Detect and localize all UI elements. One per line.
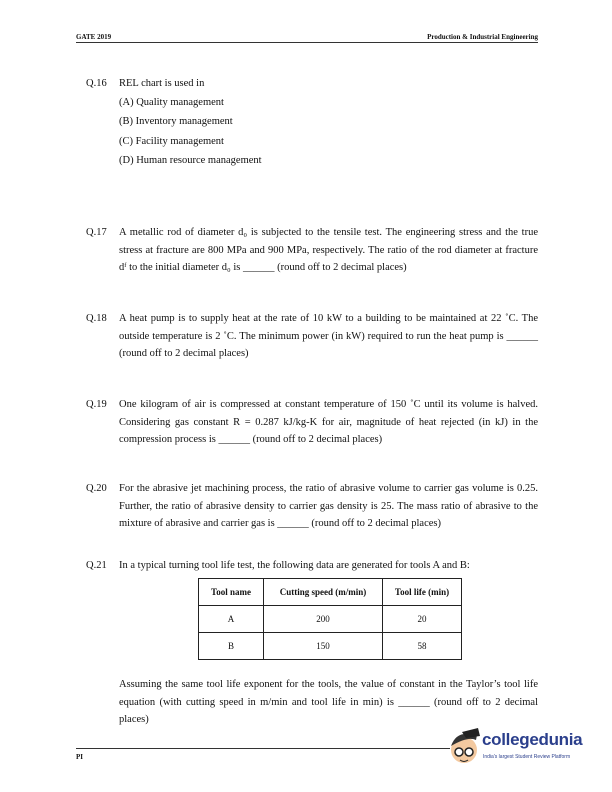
option-d: (D) Human resource management (119, 155, 262, 166)
option-a: (A) Quality management (119, 96, 224, 108)
header-divider (76, 42, 538, 43)
question-21 (86, 557, 538, 575)
question-number: Q.17 (86, 227, 107, 238)
question-number: Q.21 (86, 560, 107, 571)
question-16 (86, 75, 538, 171)
logo-tagline: India's largest Student Review Platform (483, 754, 571, 760)
tool-life-table (198, 578, 462, 660)
question-21-continued (86, 676, 538, 729)
question-text: A metallic rod of diameter d₀ is subjected to the tensile test. The engineering stress and the true stress at fracture are 800 MPa and 900 MPa, respectively. The ratio of the rod diameter at fracture dᶠ to the initial diameter d₀ is ______ (round off to 2 decimal places) (119, 227, 538, 273)
table-cell: 20 (383, 606, 462, 633)
option-c: (C) Facility management (119, 135, 224, 147)
table-header: Tool life (min) (383, 579, 462, 606)
header-exam: GATE 2019 (76, 33, 112, 41)
table-row (199, 633, 462, 660)
question-text: REL chart is used in (119, 78, 205, 89)
table-cell: 200 (264, 606, 383, 633)
mascot-icon (448, 724, 482, 770)
question-number: Q.19 (86, 399, 107, 410)
question-18 (86, 310, 538, 363)
footer-divider (76, 748, 450, 749)
question-text: For the abrasive jet machining process, the ratio of abrasive volume to carrier gas volume is 0.25. Further, the ratio of abrasive density to carrier gas density is 25. The mass ratio of abrasive to the mixture of abrasive and carrier gas is ______ (round off to 2 decimal places) (119, 483, 538, 529)
option-b: (B) Inventory management (119, 116, 233, 127)
question-19 (86, 396, 538, 449)
question-20 (86, 480, 538, 533)
table-cell: 58 (383, 633, 462, 660)
table-row (199, 606, 462, 633)
question-number: Q.18 (86, 313, 107, 324)
table-cell: 150 (264, 633, 383, 660)
question-text: One kilogram of air is compressed at constant temperature of 150 ˚C until its volume is halved. Considering gas constant R = 0.287 kJ/kg-K for air, magnitude of heat rejected (in kJ) in the compression process is ______ (round off to 2 decimal places) (119, 399, 538, 445)
logo-wordmark: collegedunia (482, 730, 583, 749)
table-header-row (199, 579, 462, 606)
question-text: A heat pump is to supply heat at the rate of 10 kW to a building to be maintained at 22 ˚C. The outside temperature is 2 ˚C. The minimum power (in kW) required to run the heat pump is ______ (round off to 2 decimal places) (119, 313, 538, 359)
table-header: Tool name (199, 579, 264, 606)
table-cell: A (199, 606, 264, 633)
question-text: In a typical turning tool life test, the following data are generated for tools A and B: (119, 560, 470, 571)
footer-paper-code: PI (76, 753, 83, 761)
question-number: Q.16 (86, 78, 107, 89)
question-text: Assuming the same tool life exponent for the tools, the value of constant in the Taylor’s tool life equation (with cutting speed in m/min and tool life in min) is ______ (round off to 2 decimal places) (119, 679, 538, 725)
header-subject: Production & Industrial Engineering (427, 33, 538, 41)
table-cell: B (199, 633, 264, 660)
table-header: Cutting speed (m/min) (264, 579, 383, 606)
question-number: Q.20 (86, 483, 107, 494)
question-17 (86, 224, 538, 277)
collegedunia-logo (448, 724, 583, 774)
